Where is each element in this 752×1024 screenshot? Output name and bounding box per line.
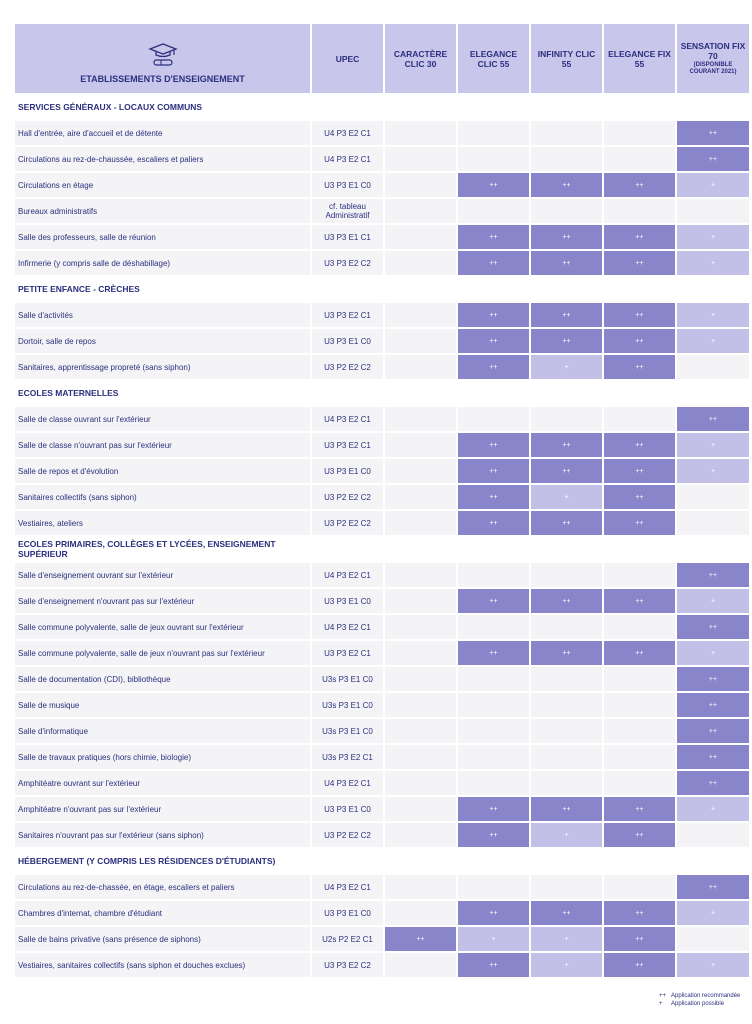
application-cell (531, 277, 602, 301)
upec-code: U3s P3 E2 C1 (312, 745, 383, 769)
application-cell (531, 381, 602, 405)
application-cell (458, 875, 529, 899)
application-cell: ++ (677, 147, 749, 171)
room-label: Vestiaires, sanitaires collectifs (sans siphon et douches exclues) (15, 953, 310, 977)
application-cell: ++ (677, 407, 749, 431)
application-cell: + (531, 927, 602, 951)
application-cell (385, 849, 456, 873)
room-label: Circulations au rez-de-chassée, en étage, escaliers et paliers (15, 875, 310, 899)
application-cell: ++ (604, 329, 675, 353)
application-cell (385, 615, 456, 639)
application-cell: + (531, 823, 602, 847)
upec-code: U3 P3 E1 C0 (312, 589, 383, 613)
upec-code (312, 849, 383, 873)
application-cell: ++ (604, 251, 675, 275)
application-cell (604, 537, 675, 561)
application-cell (677, 927, 749, 951)
application-cell (604, 199, 675, 223)
application-cell (604, 745, 675, 769)
application-cell: ++ (531, 511, 602, 535)
application-cell: ++ (458, 173, 529, 197)
application-cell (604, 719, 675, 743)
application-cell (385, 953, 456, 977)
application-cell (458, 537, 529, 561)
application-cell (385, 147, 456, 171)
application-cell (531, 615, 602, 639)
application-cell (385, 693, 456, 717)
application-cell: ++ (677, 121, 749, 145)
application-cell (531, 875, 602, 899)
room-label: Chambres d'internat, chambre d'étudiant (15, 901, 310, 925)
upec-code: U4 P3 E2 C1 (312, 615, 383, 639)
application-cell: + (677, 173, 749, 197)
application-cell: + (677, 303, 749, 327)
application-cell (604, 771, 675, 795)
application-cell (385, 511, 456, 535)
application-cell (458, 693, 529, 717)
upec-code: U3 P3 E1 C1 (312, 225, 383, 249)
application-cell: ++ (677, 693, 749, 717)
application-cell (604, 875, 675, 899)
application-cell (677, 537, 749, 561)
application-cell (531, 667, 602, 691)
room-label: Dortoir, salle de repos (15, 329, 310, 353)
application-cell (604, 615, 675, 639)
application-cell (677, 381, 749, 405)
legend-item-possible: + Application possible (659, 1001, 725, 1007)
upec-code: U3 P3 E2 C1 (312, 303, 383, 327)
application-cell (458, 563, 529, 587)
application-cell (531, 745, 602, 769)
application-cell: ++ (604, 511, 675, 535)
application-cell: ++ (458, 797, 529, 821)
application-cell (385, 823, 456, 847)
application-cell (385, 407, 456, 431)
room-label: Salle de musique (15, 693, 310, 717)
application-cell (385, 459, 456, 483)
room-label: Salle de documentation (CDI), bibliothèque (15, 667, 310, 691)
application-cell (458, 771, 529, 795)
application-cell (458, 745, 529, 769)
application-cell: + (531, 485, 602, 509)
upec-code: U4 P3 E2 C1 (312, 563, 383, 587)
room-label: Sanitaires n'ouvrant pas sur l'extérieur (sans siphon) (15, 823, 310, 847)
upec-code: U3 P2 E2 C2 (312, 355, 383, 379)
application-cell (385, 563, 456, 587)
application-cell (385, 329, 456, 353)
application-cell (531, 147, 602, 171)
application-cell (385, 641, 456, 665)
graduation-cap-diploma-icon (148, 42, 178, 68)
application-cell: + (677, 589, 749, 613)
upec-code: U3 P3 E1 C0 (312, 797, 383, 821)
application-cell: ++ (531, 225, 602, 249)
application-cell: ++ (531, 433, 602, 457)
room-label: Salle de travaux pratiques (hors chimie, biologie) (15, 745, 310, 769)
application-cell: ++ (677, 563, 749, 587)
application-cell: ++ (531, 797, 602, 821)
application-cell: ++ (677, 667, 749, 691)
application-cell (677, 849, 749, 873)
upec-code: U3 P3 E1 C0 (312, 173, 383, 197)
application-cell (385, 225, 456, 249)
application-cell: + (677, 459, 749, 483)
room-label: Vestiaires, ateliers (15, 511, 310, 535)
application-cell: ++ (531, 303, 602, 327)
application-cell: ++ (604, 901, 675, 925)
upec-code (312, 537, 383, 561)
application-cell: + (677, 901, 749, 925)
application-cell: ++ (458, 953, 529, 977)
application-table (15, 24, 746, 977)
application-cell (531, 849, 602, 873)
header-establishments-label: ETABLISSEMENTS D'ENSEIGNEMENT (80, 74, 245, 84)
application-cell: ++ (677, 771, 749, 795)
application-cell (677, 511, 749, 535)
room-label: Circulations au rez-de-chaussée, escaliers et paliers (15, 147, 310, 171)
application-cell (604, 693, 675, 717)
room-label: Amphitéatre n'ouvrant pas sur l'extérieur (15, 797, 310, 821)
application-cell (677, 95, 749, 119)
application-cell: ++ (604, 303, 675, 327)
application-cell: ++ (604, 927, 675, 951)
header-infinity-clic-55: INFINITY CLIC 55 (531, 24, 602, 93)
application-cell (531, 693, 602, 717)
legend (659, 992, 740, 1008)
application-cell: ++ (677, 615, 749, 639)
application-cell: ++ (458, 459, 529, 483)
upec-code: cf. tableau Administratif (312, 199, 383, 223)
application-cell (531, 771, 602, 795)
application-cell (458, 719, 529, 743)
upec-code (312, 95, 383, 119)
application-cell: ++ (531, 641, 602, 665)
application-cell: ++ (458, 511, 529, 535)
application-cell (458, 147, 529, 171)
upec-code: U3s P3 E1 C0 (312, 719, 383, 743)
application-cell (385, 771, 456, 795)
application-cell: ++ (531, 459, 602, 483)
upec-code: U4 P3 E2 C1 (312, 147, 383, 171)
room-label: Salle de repos et d'évolution (15, 459, 310, 483)
application-cell (458, 199, 529, 223)
application-cell: + (677, 953, 749, 977)
upec-code: U3 P3 E2 C1 (312, 641, 383, 665)
upec-code: U3 P2 E2 C2 (312, 511, 383, 535)
application-cell: + (677, 251, 749, 275)
application-cell (458, 121, 529, 145)
application-cell: ++ (458, 641, 529, 665)
room-label: Hall d'entrée, aire d'accueil et de détente (15, 121, 310, 145)
application-cell: ++ (458, 251, 529, 275)
application-cell: + (677, 641, 749, 665)
room-label: Sanitaires collectifs (sans siphon) (15, 485, 310, 509)
application-cell: ++ (604, 797, 675, 821)
application-cell (677, 823, 749, 847)
header-elegance-fix-55: ELEGANCE FIX 55 (604, 24, 675, 93)
application-cell (677, 485, 749, 509)
application-cell: ++ (604, 589, 675, 613)
application-cell (531, 719, 602, 743)
application-cell (385, 95, 456, 119)
upec-code: U3 P3 E1 C0 (312, 901, 383, 925)
application-cell: ++ (458, 589, 529, 613)
application-cell (604, 147, 675, 171)
application-cell: ++ (458, 433, 529, 457)
application-cell: ++ (385, 927, 456, 951)
header-elegance-clic-55: ELEGANCE CLIC 55 (458, 24, 529, 93)
header-establishments (15, 24, 310, 93)
application-cell (604, 407, 675, 431)
application-cell (458, 95, 529, 119)
application-cell (385, 303, 456, 327)
application-cell: ++ (604, 225, 675, 249)
upec-code: U3 P3 E2 C2 (312, 251, 383, 275)
application-cell: ++ (458, 303, 529, 327)
application-cell: ++ (604, 355, 675, 379)
room-label: Sanitaires, apprentissage propreté (sans siphon) (15, 355, 310, 379)
application-cell: ++ (677, 719, 749, 743)
application-cell (458, 615, 529, 639)
application-cell: ++ (531, 173, 602, 197)
application-cell (604, 381, 675, 405)
application-cell: + (458, 927, 529, 951)
upec-code: U3 P3 E1 C0 (312, 329, 383, 353)
upec-code: U4 P3 E2 C1 (312, 407, 383, 431)
application-cell (458, 407, 529, 431)
application-cell: ++ (531, 251, 602, 275)
upec-code: U3s P3 E1 C0 (312, 693, 383, 717)
application-cell: + (677, 225, 749, 249)
legend-item-recommended: ++ Application recommandée (659, 993, 741, 999)
application-cell (385, 355, 456, 379)
upec-code (312, 277, 383, 301)
application-cell: ++ (458, 355, 529, 379)
upec-code: U3 P3 E2 C2 (312, 953, 383, 977)
application-cell (677, 277, 749, 301)
room-label: Salle d'informatique (15, 719, 310, 743)
application-cell (604, 277, 675, 301)
application-cell (385, 381, 456, 405)
application-cell: ++ (458, 329, 529, 353)
application-cell (385, 667, 456, 691)
application-cell (385, 537, 456, 561)
application-cell (385, 719, 456, 743)
application-cell: + (677, 433, 749, 457)
application-cell (458, 277, 529, 301)
application-cell (385, 797, 456, 821)
upec-code (312, 381, 383, 405)
application-cell (604, 667, 675, 691)
header-sensation-fix-70: SENSATION FIX 70 (DISPONIBLE COURANT 2021) (677, 24, 749, 93)
header-caractere-clic-30: CARACTÈRE CLIC 30 (385, 24, 456, 93)
section-title: ECOLES PRIMAIRES, COLLÈGES ET LYCÉES, ENSEIGNEMENT SUPÉRIEUR (15, 537, 310, 561)
application-cell (677, 199, 749, 223)
application-cell (604, 849, 675, 873)
room-label: Salle d'enseignement n'ouvrant pas sur l'extérieur (15, 589, 310, 613)
application-cell: ++ (458, 225, 529, 249)
application-cell (458, 381, 529, 405)
application-cell (385, 745, 456, 769)
room-label: Circulations en étage (15, 173, 310, 197)
application-cell: ++ (531, 901, 602, 925)
application-cell: ++ (677, 745, 749, 769)
application-cell: + (531, 953, 602, 977)
application-cell (458, 849, 529, 873)
upec-code: U4 P3 E2 C1 (312, 875, 383, 899)
room-label: Salle des professeurs, salle de réunion (15, 225, 310, 249)
upec-code: U3 P3 E1 C0 (312, 459, 383, 483)
room-label: Bureaux administratifs (15, 199, 310, 223)
upec-code: U3 P2 E2 C2 (312, 485, 383, 509)
application-cell: ++ (677, 875, 749, 899)
application-cell (531, 121, 602, 145)
application-cell (385, 485, 456, 509)
upec-code: U4 P3 E2 C1 (312, 121, 383, 145)
application-cell (385, 433, 456, 457)
upec-code: U2s P2 E2 C1 (312, 927, 383, 951)
application-cell: ++ (604, 459, 675, 483)
application-cell (604, 121, 675, 145)
section-title: HÉBERGEMENT (Y COMPRIS LES RÉSIDENCES D'ÉTUDIANTS) (15, 849, 310, 873)
application-cell: ++ (458, 823, 529, 847)
application-cell (531, 95, 602, 119)
application-cell: ++ (604, 173, 675, 197)
application-cell (385, 901, 456, 925)
application-cell: ++ (531, 589, 602, 613)
application-cell: ++ (604, 485, 675, 509)
application-cell (385, 277, 456, 301)
application-cell (385, 121, 456, 145)
room-label: Salle de bains privative (sans présence de siphons) (15, 927, 310, 951)
section-title: SERVICES GÉNÉRAUX - LOCAUX COMMUNS (15, 95, 310, 119)
application-cell: ++ (604, 433, 675, 457)
room-label: Salle commune polyvalente, salle de jeux n'ouvrant pas sur l'extérieur (15, 641, 310, 665)
room-label: Infirmerie (y compris salle de déshabillage) (15, 251, 310, 275)
application-cell (385, 199, 456, 223)
upec-code: U3 P3 E2 C1 (312, 433, 383, 457)
room-label: Salle de classe ouvrant sur l'extérieur (15, 407, 310, 431)
application-cell: ++ (531, 329, 602, 353)
application-cell (531, 563, 602, 587)
upec-code: U3 P2 E2 C2 (312, 823, 383, 847)
room-label: Salle d'enseignement ouvrant sur l'extérieur (15, 563, 310, 587)
application-cell (385, 875, 456, 899)
application-cell: + (531, 355, 602, 379)
availability-note: (DISPONIBLE COURANT 2021) (689, 62, 737, 75)
section-title: ECOLES MATERNELLES (15, 381, 310, 405)
application-cell (531, 407, 602, 431)
application-cell (458, 667, 529, 691)
application-cell (385, 251, 456, 275)
application-cell (677, 355, 749, 379)
room-label: Salle d'activités (15, 303, 310, 327)
upec-code: U3s P3 E1 C0 (312, 667, 383, 691)
room-label: Salle de classe n'ouvrant pas sur l'extérieur (15, 433, 310, 457)
application-cell: + (677, 797, 749, 821)
application-cell (531, 199, 602, 223)
application-cell: ++ (458, 901, 529, 925)
application-cell (531, 537, 602, 561)
application-cell: ++ (604, 953, 675, 977)
application-cell: ++ (458, 485, 529, 509)
application-cell (385, 173, 456, 197)
room-label: Salle commune polyvalente, salle de jeux ouvrant sur l'extérieur (15, 615, 310, 639)
application-cell (604, 563, 675, 587)
room-label: Amphitéatre ouvrant sur l'extérieur (15, 771, 310, 795)
application-cell: ++ (604, 641, 675, 665)
application-cell (604, 95, 675, 119)
upec-code: U4 P3 E2 C1 (312, 771, 383, 795)
application-cell (385, 589, 456, 613)
section-title: PETITE ENFANCE - CRÈCHES (15, 277, 310, 301)
application-cell: + (677, 329, 749, 353)
application-cell: ++ (604, 823, 675, 847)
header-upec: UPEC (312, 24, 383, 93)
